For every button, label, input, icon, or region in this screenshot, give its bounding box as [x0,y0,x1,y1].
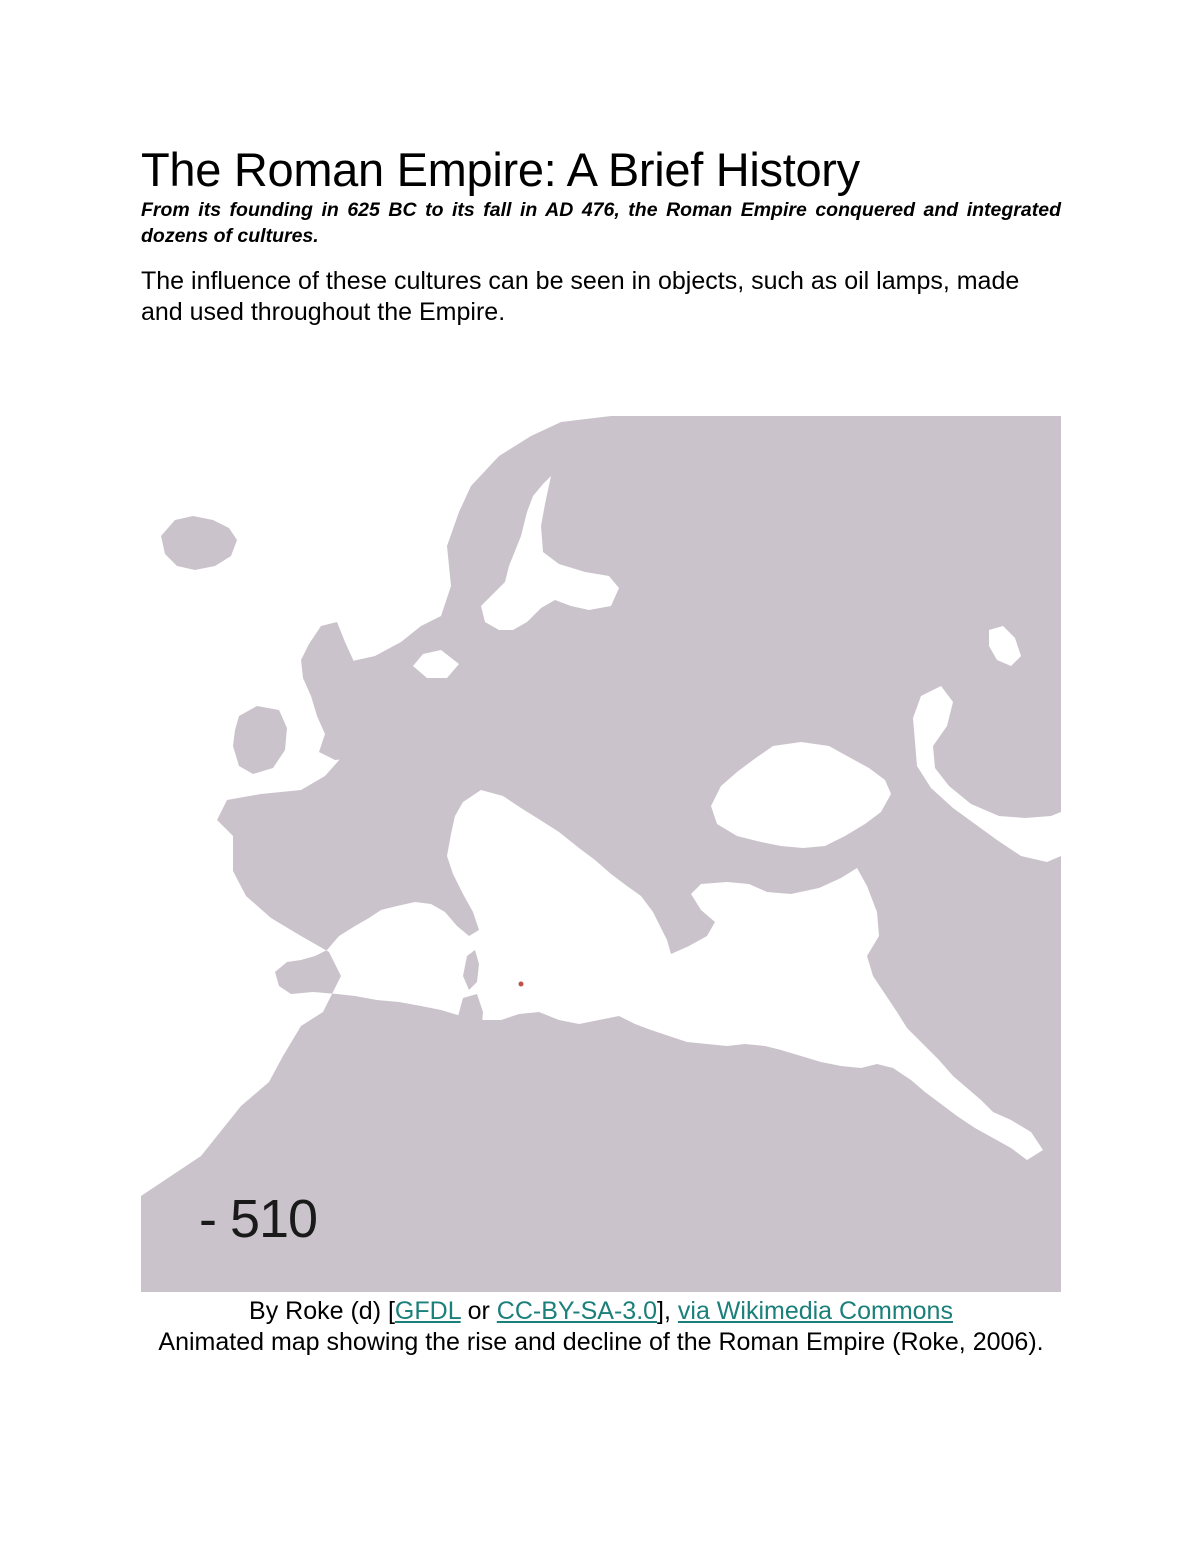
attribution-or: or [460,1297,497,1325]
gfdl-link[interactable]: GFDL [394,1297,461,1325]
map-iceland [161,516,237,570]
map-caption [141,1296,1061,1358]
subtitle: From its founding in 625 BC to its fall in AD 476, the Roman Empire conquered and integrated dozens of cultures. [141,199,1061,247]
wikimedia-commons-link[interactable]: via Wikimedia Commons [677,1297,953,1325]
rome-marker [519,982,524,987]
map-landmass [141,416,1061,1292]
intro-paragraph: The influence of these cultures can be seen in objects, such as oil lamps, made and used throughout the Empire. [141,267,1020,326]
map-year-label: - 510 [199,1189,318,1249]
attribution-separator: ], [657,1297,678,1325]
map-corsica [463,950,479,990]
map-ireland [233,706,287,774]
attribution-prefix: By Roke (d) [ [249,1297,395,1325]
caption-description: Animated map showing the rise and decline of the Roman Empire (Roke, 2006). [158,1328,1044,1356]
map-svg [141,416,1061,1292]
roman-empire-map [141,416,1061,1292]
attribution-line [141,1296,1061,1327]
cc-by-sa-link[interactable]: CC-BY-SA-3.0 [496,1297,658,1325]
page-title: The Roman Empire: A Brief History [141,143,860,196]
